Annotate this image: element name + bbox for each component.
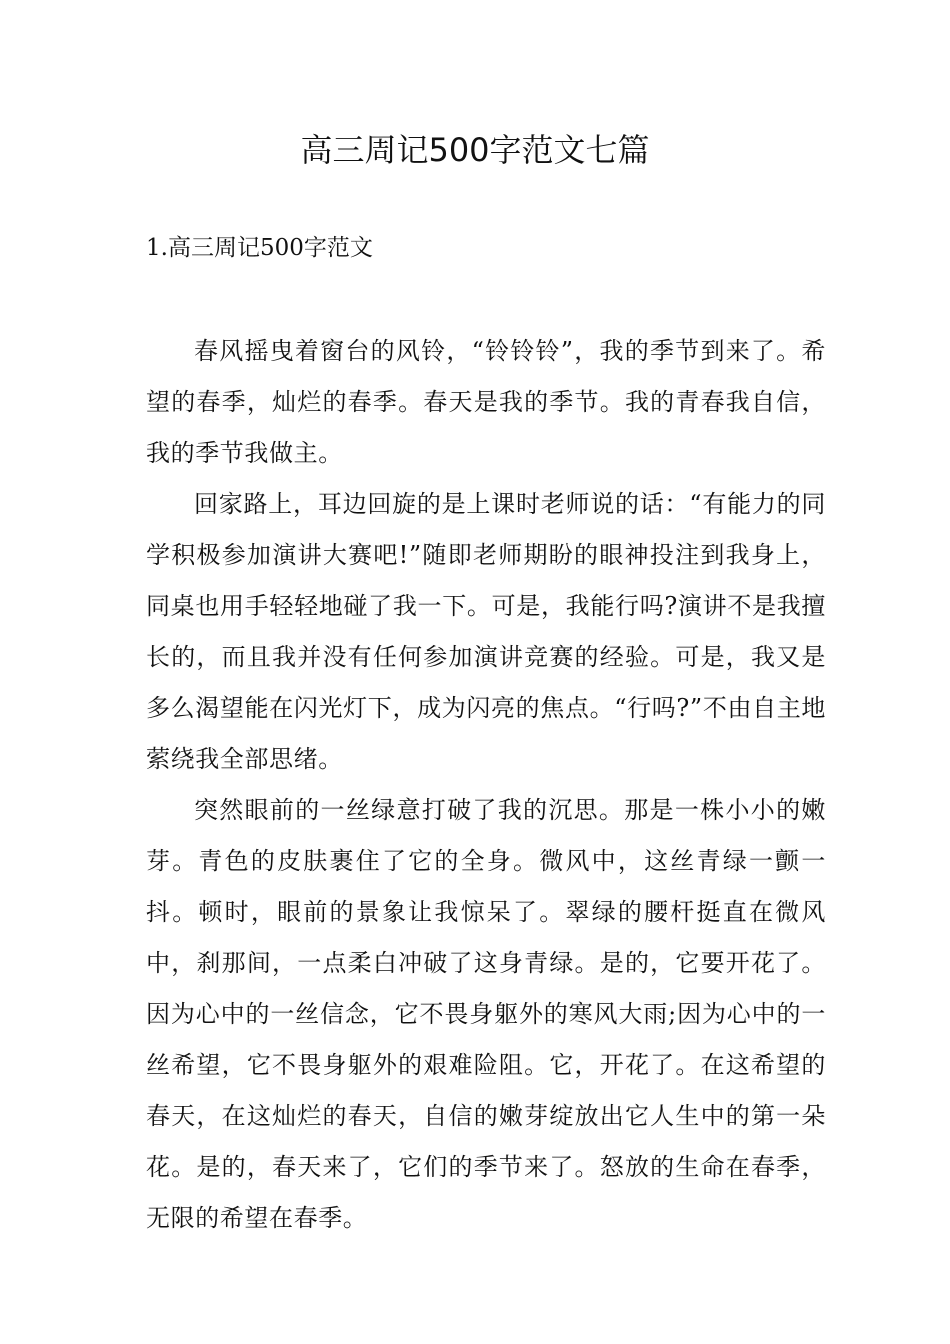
document-title: 高三周记500字范文七篇 <box>300 131 650 169</box>
paragraph-3: 突然眼前的一丝绿意打破了我的沉思。那是一株小小的嫩芽。青色的皮肤裹住了它的全身。微风中，这丝青绿一颤一抖。顿时，眼前的景象让我惊呆了。翠绿的腰杆挺直在微风中，刹那间，一点柔白冲破了这身青绿。是的，它要开花了。因为心中的一丝信念，它不畏身躯外的寒风大雨;因为心中的一丝希望，它不畏身躯外的艰难险阻。它，开花了。在这希望的春天，在这灿烂的春天，自信的嫩芽绽放出它人生中的第一朵花。是的，春天来了，它们的季节来了。怒放的生命在春季，无限的希望在春季。 <box>146 796 826 1232</box>
section-heading: 1.高三周记500字范文 <box>146 235 373 261</box>
paragraph-2: 回家路上，耳边回旋的是上课时老师说的话：“有能力的同学积极参加演讲大赛吧!”随即老师期盼的眼神投注到我身上，同桌也用手轻轻地碰了我一下。可是，我能行吗?演讲不是我擅长的，而且我并没有任何参加演讲竞赛的经验。可是，我又是多么渴望能在闪光灯下，成为闪亮的焦点。“行吗?”不由自主地萦绕我全部思绪。 <box>146 490 826 773</box>
body-text <box>146 326 826 1244</box>
paragraph-1: 春风摇曳着窗台的风铃，“铃铃铃”，我的季节到来了。希望的春季，灿烂的春季。春天是我的季节。我的青春我自信，我的季节我做主。 <box>146 337 826 467</box>
